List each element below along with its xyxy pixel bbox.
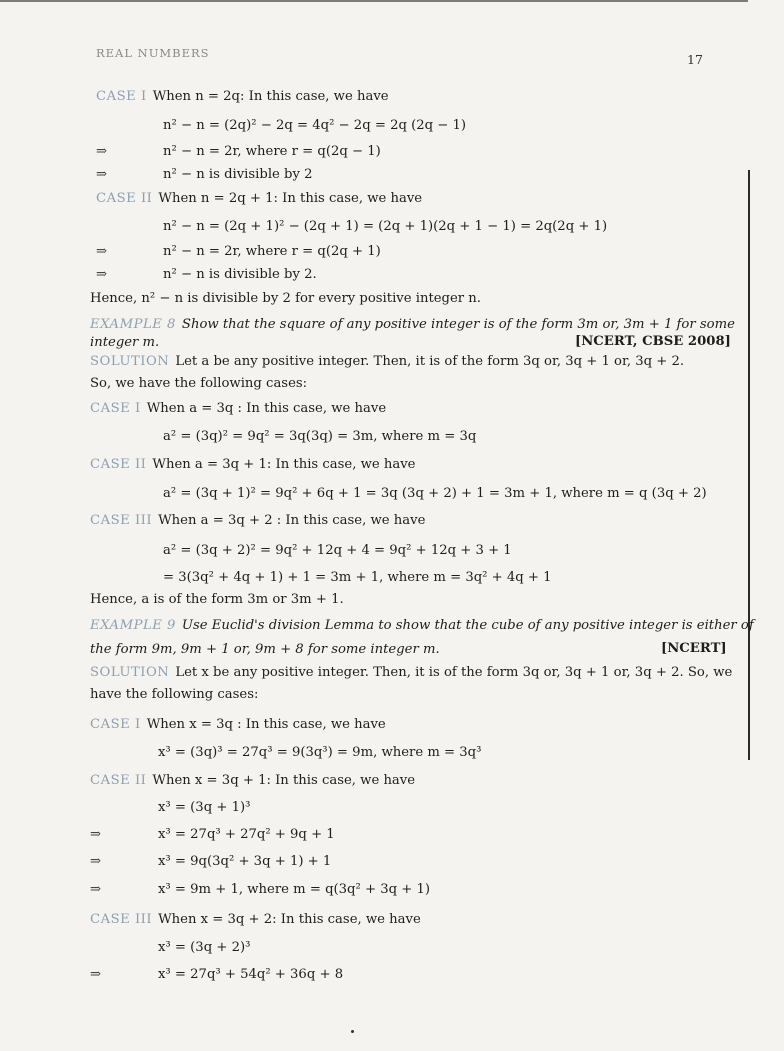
line-text: n² − n = 2r, where r = q(2q − 1) [163,144,381,159]
section-label: EXAMPLE 9 [90,618,176,633]
section-label: CASE II [90,457,147,472]
text-line [90,716,386,733]
section-label: SOLUTION [90,354,170,369]
line-text: integer m. [90,335,160,350]
line-text: x³ = 9m + 1, where m = q(3q² + 3q + 1) [158,882,431,897]
text-line [163,428,476,445]
running-title: REAL NUMBERS [96,46,210,60]
text-line [90,686,258,703]
text-line [163,569,552,586]
implies-symbol: ⇒ [90,854,102,869]
reference-tag: [NCERT] [661,641,727,656]
text-line [90,664,732,681]
section-label: CASE I [90,717,141,732]
implies-symbol: ⇒ [96,244,108,259]
line-text: a² = (3q)² = 9q² = 3q(3q) = 3m, where m = 3q [163,429,477,444]
implies-symbol: ⇒ [90,882,102,897]
line-text: Hence, n² − n is divisible by 2 for every positive integer n. [90,291,481,306]
page-dot [351,1030,354,1033]
top-border [0,0,748,2]
text-line [158,939,250,956]
line-text: x³ = (3q + 1)³ [158,800,251,815]
text-line [158,853,331,870]
line-text: the form 9m, 9m + 1 or, 9m + 8 for some integer m. [90,642,440,657]
implies-symbol: ⇒ [96,267,108,282]
text-line [163,166,313,183]
text-line [163,117,466,134]
implies-symbol: ⇒ [96,167,108,182]
text-line [90,617,754,634]
text-line [163,143,381,160]
line-text: When x = 3q + 2: In this case, we have [158,912,421,927]
line-text: have the following cases: [90,687,259,702]
text-line [158,826,335,843]
text-line [90,641,440,658]
margin-mark [748,170,750,760]
text-line [163,218,607,235]
text-line [90,334,159,351]
implies-symbol: ⇒ [96,144,108,159]
text-line [90,772,415,789]
line-text: n² − n = 2r, where r = q(2q + 1) [163,244,381,259]
line-text: When a = 3q : In this case, we have [146,401,387,416]
line-text: Hence, a is of the form 3m or 3m + 1. [90,592,344,607]
line-text: x³ = 9q(3q² + 3q + 1) + 1 [158,854,332,869]
text-line [90,316,735,333]
implies-symbol: ⇒ [90,967,102,982]
section-label: CASE III [90,513,153,528]
page-number: 17 [687,52,703,67]
section-label: CASE II [90,773,147,788]
line-text: = 3(3q² + 4q + 1) + 1 = 3m + 1, where m = 3q² + 4q + 1 [163,570,552,585]
text-line [90,375,307,392]
section-label: CASE II [96,191,153,206]
line-text: n² − n = (2q)² − 2q = 4q² − 2q = 2q (2q − 1) [163,118,467,133]
line-text: Let x be any positive integer. Then, it is of the form 3q or, 3q + 1 or, 3q + 2. So, we [175,665,733,680]
section-label: CASE I [96,89,147,104]
line-text: n² − n is divisible by 2 [163,167,313,182]
text-line [158,744,481,761]
section-label: CASE I [90,401,141,416]
line-text: When n = 2q + 1: In this case, we have [158,191,423,206]
text-line [163,266,317,283]
text-line [158,881,430,898]
line-text: x³ = 27q³ + 54q² + 36q + 8 [158,967,344,982]
text-line [90,512,425,529]
line-text: n² − n is divisible by 2. [163,267,317,282]
section-label: EXAMPLE 8 [90,317,176,332]
text-line [90,400,386,417]
text-line [163,542,512,559]
text-line [90,353,684,370]
reference-tag: [NCERT, CBSE 2008] [575,334,731,349]
line-text: Let a be any positive integer. Then, it is of the form 3q or, 3q + 1 or, 3q + 2. [175,354,685,369]
text-line [163,243,381,260]
line-text: a² = (3q + 1)² = 9q² + 6q + 1 = 3q (3q + 2) + 1 = 3m + 1, where m = q (3q + 2) [163,486,707,501]
line-text: When n = 2q: In this case, we have [152,89,389,104]
text-line [90,911,421,928]
text-line [96,88,389,105]
text-line [90,456,415,473]
text-line [158,799,250,816]
line-text: So, we have the following cases: [90,376,308,391]
text-line [96,190,422,207]
text-line [163,485,707,502]
line-text: Use Euclid's division Lemma to show that the cube of any positive integer is either of [181,618,754,633]
text-line [90,591,344,608]
text-line [90,290,481,307]
line-text: x³ = (3q)³ = 27q³ = 9(3q³) = 9m, where m = 3q³ [158,745,482,760]
line-text: n² − n = (2q + 1)² − (2q + 1) = (2q + 1)(2q + 1 − 1) = 2q(2q + 1) [163,219,608,234]
line-text: Show that the square of any positive integer is of the form 3m or, 3m + 1 for some [181,317,735,332]
line-text: When x = 3q : In this case, we have [146,717,386,732]
line-text: a² = (3q + 2)² = 9q² + 12q + 4 = 9q² + 12q + 3 + 1 [163,543,512,558]
text-line [158,966,343,983]
line-text: x³ = 27q³ + 27q² + 9q + 1 [158,827,335,842]
section-label: SOLUTION [90,665,170,680]
line-text: When a = 3q + 2 : In this case, we have [158,513,426,528]
line-text: When a = 3q + 1: In this case, we have [152,457,416,472]
implies-symbol: ⇒ [90,827,102,842]
line-text: When x = 3q + 1: In this case, we have [152,773,416,788]
section-label: CASE III [90,912,153,927]
line-text: x³ = (3q + 2)³ [158,940,251,955]
